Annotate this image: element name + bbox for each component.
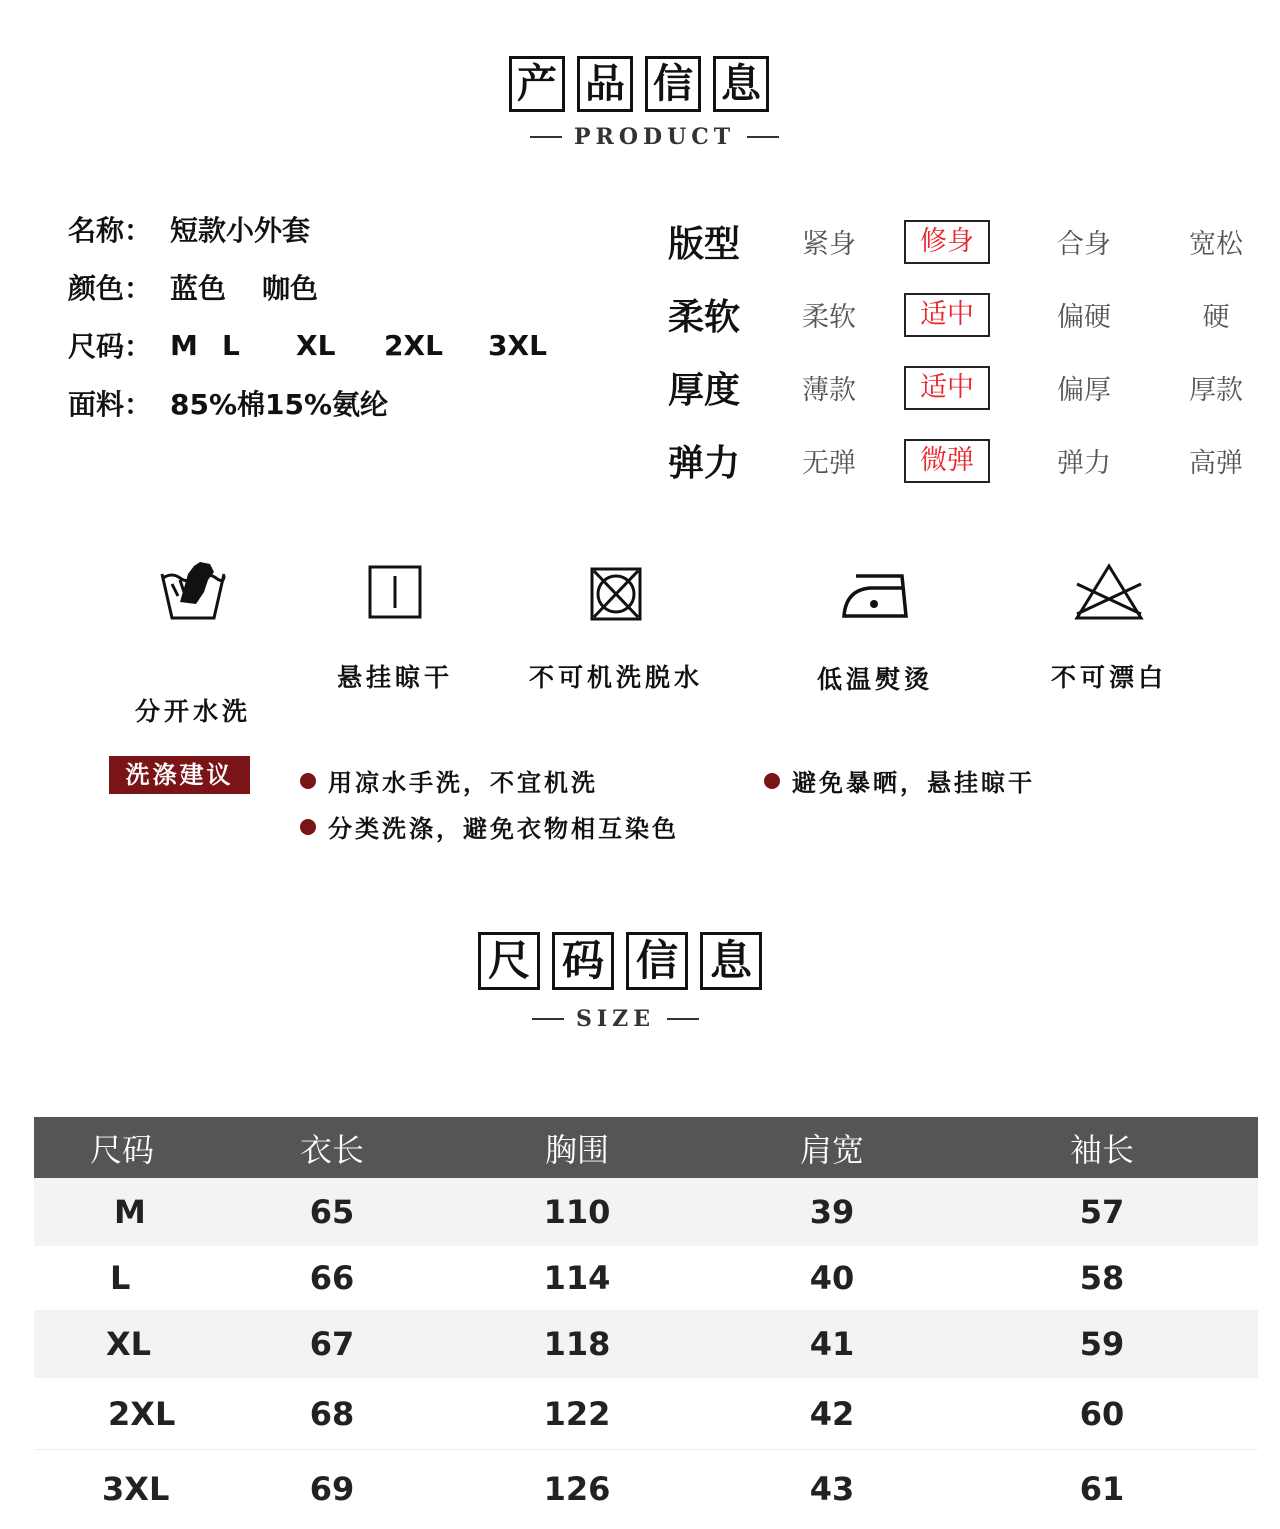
care-label: 低温熨烫 <box>816 665 933 694</box>
title-char: 信 <box>626 932 688 990</box>
table-cell: 118 <box>543 1325 611 1363</box>
table-row <box>34 1378 1258 1450</box>
attribute-option-selected: 修身 <box>904 220 990 264</box>
divider <box>667 1018 699 1020</box>
header-cell: 袖长 <box>1069 1130 1134 1169</box>
table-row <box>34 1178 1258 1246</box>
size-value: XL <box>296 328 336 362</box>
wash-tip-text: 分类洗涤，避免衣物相互染色 <box>328 815 679 843</box>
attribute-option: 弹力 <box>1057 448 1111 479</box>
attribute-option: 合身 <box>1057 229 1111 260</box>
table-cell: L <box>110 1259 131 1297</box>
attribute-row <box>668 351 1266 424</box>
table-cell: 39 <box>809 1193 855 1231</box>
care-no-tumble <box>518 566 714 694</box>
low-iron-icon <box>840 570 910 620</box>
product-subtitle-text: PRODUCT <box>574 124 736 150</box>
attribute-name: 版型 <box>668 224 741 265</box>
attribute-option: 柔软 <box>802 302 856 333</box>
size-value: 2XL <box>384 328 443 362</box>
table-cell: 58 <box>1079 1259 1125 1297</box>
size-value: L <box>222 328 240 362</box>
table-cell: 68 <box>309 1394 355 1433</box>
care-label: 悬挂晾干 <box>336 663 453 692</box>
table-cell: 57 <box>1079 1193 1125 1231</box>
wash-tip <box>300 763 598 798</box>
wash-tip-text: 避免暴晒，悬挂晾干 <box>792 769 1035 797</box>
divider <box>747 136 779 138</box>
color-value: 咖色 <box>262 272 319 305</box>
table-cell: XL <box>106 1325 152 1363</box>
attribute-option: 偏硬 <box>1057 302 1111 333</box>
size-label: 尺码： <box>68 330 153 363</box>
fabric-value: 85%棉15%氨纶 <box>170 388 389 421</box>
title-char: 息 <box>700 932 762 990</box>
attribute-name: 弹力 <box>668 443 741 484</box>
title-char: 尺 <box>478 932 540 990</box>
care-label: 不可机洗脱水 <box>528 663 703 692</box>
table-cell: 66 <box>309 1259 355 1297</box>
size-value: 3XL <box>488 328 547 362</box>
info-fabric-row <box>68 374 547 432</box>
title-char: 产 <box>509 56 565 112</box>
attribute-option: 厚款 <box>1189 375 1243 406</box>
header-cell: 胸围 <box>544 1130 609 1169</box>
table-cell: M <box>114 1193 146 1231</box>
name-value: 短款小外套 <box>170 214 311 247</box>
attribute-option: 紧身 <box>802 229 856 260</box>
attribute-option-selected: 适中 <box>904 293 990 337</box>
hand-wash-icon <box>158 558 228 624</box>
table-cell: 2XL <box>108 1394 176 1433</box>
bullet-icon <box>764 773 780 789</box>
attribute-option: 薄款 <box>802 375 856 406</box>
color-label: 颜色： <box>68 272 153 305</box>
info-size-row <box>68 316 547 374</box>
care-no-bleach <box>1034 562 1184 694</box>
attribute-row <box>668 278 1266 351</box>
info-name-row <box>68 200 547 258</box>
table-cell: 126 <box>543 1470 611 1508</box>
attribute-option: 无弹 <box>802 448 856 479</box>
attribute-option: 硬 <box>1202 302 1230 333</box>
attribute-row <box>668 424 1266 497</box>
table-cell: 43 <box>809 1470 855 1508</box>
table-cell: 61 <box>1079 1470 1125 1508</box>
care-label: 不可漂白 <box>1050 663 1167 692</box>
attribute-option: 宽松 <box>1189 229 1243 260</box>
title-char: 码 <box>552 932 614 990</box>
table-cell: 69 <box>309 1470 355 1508</box>
info-color-row <box>68 258 547 316</box>
title-char: 品 <box>577 56 633 112</box>
table-cell: 110 <box>543 1193 611 1231</box>
wash-tip-text: 用凉水手洗，不宜机洗 <box>328 769 598 797</box>
title-char: 息 <box>713 56 769 112</box>
table-row <box>34 1310 1258 1378</box>
no-bleach-icon <box>1071 562 1147 622</box>
divider <box>530 136 562 138</box>
bullet-icon <box>300 773 316 789</box>
header-cell: 尺码 <box>90 1130 155 1169</box>
table-row <box>34 1450 1258 1528</box>
table-cell: 114 <box>543 1259 611 1297</box>
table-cell: 59 <box>1079 1325 1125 1363</box>
name-label: 名称： <box>68 214 153 247</box>
product-title <box>509 56 769 112</box>
no-tumble-dry-icon <box>589 566 643 622</box>
size-title <box>478 932 762 990</box>
wash-advice-badge: 洗涤建议 <box>109 756 250 794</box>
table-row <box>34 1246 1258 1310</box>
size-subtitle <box>532 1006 699 1032</box>
table-cell: 41 <box>809 1325 855 1363</box>
wash-tip <box>300 809 679 844</box>
hang-dry-icon <box>367 564 423 620</box>
attribute-option-selected: 适中 <box>904 366 990 410</box>
header-cell: 衣长 <box>299 1130 364 1169</box>
divider <box>532 1018 564 1020</box>
size-table <box>34 1117 1258 1528</box>
table-cell: 42 <box>809 1394 855 1433</box>
bullet-icon <box>300 819 316 835</box>
care-label: 分开水洗 <box>134 697 251 726</box>
attribute-option: 偏厚 <box>1057 375 1111 406</box>
table-cell: 3XL <box>102 1470 170 1508</box>
header-cell: 肩宽 <box>799 1130 864 1169</box>
table-cell: 122 <box>543 1394 611 1433</box>
product-subtitle <box>530 124 779 150</box>
care-low-iron <box>800 570 950 696</box>
care-hang-dry <box>320 564 470 694</box>
size-subtitle-text: SIZE <box>576 1006 656 1032</box>
attribute-name: 厚度 <box>668 370 741 411</box>
wash-tip <box>764 763 1035 798</box>
product-info-list <box>68 200 547 432</box>
color-value: 蓝色 <box>170 272 227 305</box>
attribute-option: 高弹 <box>1189 448 1243 479</box>
size-table-header <box>34 1117 1258 1178</box>
table-cell: 60 <box>1079 1394 1125 1433</box>
title-char: 信 <box>645 56 701 112</box>
size-value: M <box>170 328 198 362</box>
table-cell: 40 <box>809 1259 855 1297</box>
table-cell: 67 <box>309 1325 355 1363</box>
attribute-name: 柔软 <box>668 297 741 338</box>
table-cell: 65 <box>309 1193 355 1231</box>
attribute-option-selected: 微弹 <box>904 439 990 483</box>
fabric-label: 面料： <box>68 388 153 421</box>
care-hand-wash <box>118 558 268 728</box>
attribute-row <box>668 205 1266 278</box>
attribute-grid <box>668 205 1266 497</box>
